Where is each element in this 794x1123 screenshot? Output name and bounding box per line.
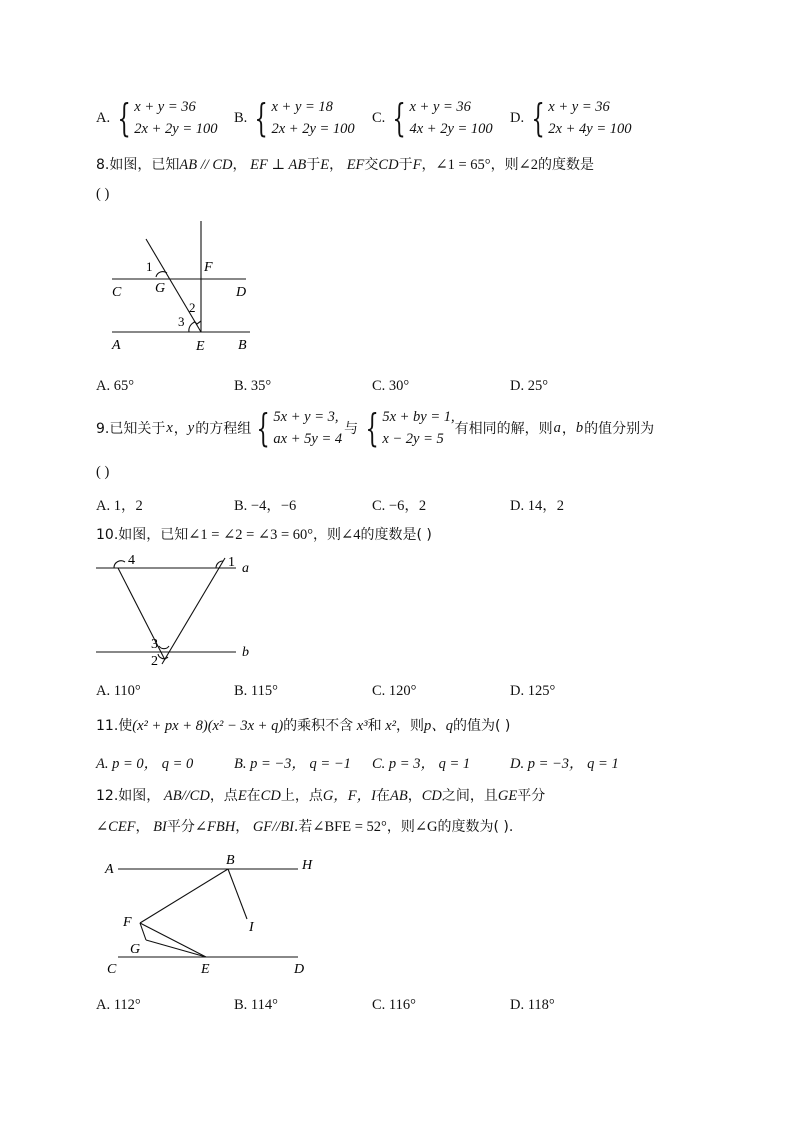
equation-2: 2x + 2y = 100 — [134, 121, 218, 137]
q12-option-b: B. 114° — [234, 997, 278, 1013]
q12-option-a: A. 112° — [96, 997, 141, 1013]
option-letter: C. — [372, 109, 386, 126]
left-brace-icon: { — [531, 96, 545, 140]
label-f: F — [123, 915, 132, 930]
left-brace-icon: { — [117, 96, 131, 140]
q10-option-b: B. 115° — [234, 683, 278, 699]
q9-option-b: B. −4，−6 — [234, 498, 297, 514]
label-b: B — [238, 338, 247, 353]
q10-figure — [92, 550, 272, 672]
label-4: 4 — [128, 553, 135, 568]
q11-option-c: C. p = 3， q = 1 — [372, 756, 471, 772]
q12-figure — [100, 848, 325, 983]
label-i: I — [249, 920, 254, 935]
q8-option-a: A. 65° — [96, 378, 135, 394]
q11-stem: 11.使(x² + px + 8)(x² − 3x + q)的乘积不含 x³和 x²，则p、q的值为( ) — [96, 718, 511, 734]
q8-option-c: C. 30° — [372, 378, 410, 394]
equation-2: 4x + 2y = 100 — [409, 121, 493, 137]
q8-option-b: B. 35° — [234, 378, 272, 394]
q9-system-1: 5x + y = 3, ax + 5y = 4 — [273, 409, 343, 447]
equation-1: x + y = 36 — [409, 99, 471, 115]
q9-stem: 9.已知关于 x ， y 的方程组 { 5x + y = 3, ax + 5y = 4 与 { 5x + by = 1, x − 2y = 5 有相同的解，则 a ， b 的值分别为 — [96, 406, 655, 450]
label-a: a — [242, 561, 249, 576]
equation-2: 2x + 2y = 100 — [271, 121, 355, 137]
q10-option-c: C. 120° — [372, 683, 417, 699]
option-letter: B. — [234, 109, 248, 126]
q12-option-d: D. 118° — [510, 997, 555, 1013]
q10-option-a: A. 110° — [96, 683, 141, 699]
label-3: 3 — [178, 314, 185, 329]
q11-option-b: B. p = −3， q = −1 — [234, 756, 351, 772]
option-letter: D. — [510, 109, 525, 126]
segment-ge — [146, 940, 206, 957]
q11-option-a: A. p = 0， q = 0 — [96, 756, 194, 772]
left-brace-icon: { — [365, 406, 379, 450]
label-b: b — [242, 645, 249, 660]
right-transversal — [162, 558, 225, 664]
label-g: G — [130, 942, 141, 957]
q7-option-b — [234, 96, 355, 140]
q8-option-d: D. 25° — [510, 378, 549, 394]
label-1: 1 — [228, 555, 235, 570]
angle-4-arc — [114, 561, 125, 568]
label-2: 2 — [189, 300, 196, 315]
option-letter: A. — [96, 109, 111, 126]
equation-1: x + y = 36 — [548, 99, 610, 115]
label-3: 3 — [151, 637, 158, 652]
label-f: F — [204, 260, 213, 275]
q7-option-c — [372, 96, 493, 140]
q7-option-d — [510, 96, 632, 140]
q8-figure — [100, 215, 270, 360]
label-g: G — [155, 281, 166, 296]
segment-bi — [228, 869, 247, 919]
q9-answer-paren: ( ) — [96, 464, 110, 480]
q12-stem-line-2: ∠CEF， BI平分∠FBH， GF//BI.若∠BFE = 52°，则∠G的度数为( ). — [96, 819, 514, 835]
segment-fe — [140, 923, 206, 957]
q12-stem-line-1: 12.如图， AB//CD，点E在CD上，点G，F，I在AB，CD之间，且GE平分 — [96, 788, 546, 804]
label-e: E — [201, 962, 210, 977]
left-brace-icon: { — [256, 406, 270, 450]
equation-1: x + y = 18 — [271, 99, 333, 115]
segment-bf — [140, 869, 228, 923]
q9-option-d: D. 14，2 — [510, 498, 564, 514]
angle-1-arc — [156, 272, 167, 277]
angle-3-arc — [189, 322, 195, 332]
label-1: 1 — [146, 259, 153, 274]
left-brace-icon: { — [392, 96, 407, 140]
label-c: C — [112, 285, 122, 300]
q10-option-d: D. 125° — [510, 683, 556, 699]
q7-option-a — [96, 96, 218, 140]
label-e: E — [196, 339, 205, 354]
q9-system-2: 5x + by = 1, x − 2y = 5 — [382, 409, 455, 447]
q8-stem: 8.如图，已知AB // CD， EF ⊥ AB于E， EF交CD于F，∠1 = 65°，则∠2的度数是 — [96, 157, 594, 173]
q12-option-c: C. 116° — [372, 997, 416, 1013]
label-d: D — [236, 285, 247, 300]
label-a: A — [112, 338, 121, 353]
label-d: D — [294, 962, 305, 977]
q9-option-a: A. 1，2 — [96, 498, 143, 514]
q10-stem: 10.如图，已知∠1 = ∠2 = ∠3 = 60°，则∠4的度数是( ) — [96, 527, 432, 543]
left-brace-icon: { — [254, 96, 269, 140]
equation-2: 2x + 4y = 100 — [548, 121, 632, 137]
label-a: A — [105, 862, 114, 877]
label-h: H — [302, 858, 313, 873]
q9-option-c: C. −6，2 — [372, 498, 427, 514]
angle-3-arc — [159, 646, 169, 649]
label-b: B — [226, 853, 235, 868]
q11-option-d: D. p = −3， q = 1 — [510, 756, 619, 772]
equation-1: x + y = 36 — [134, 99, 196, 115]
q8-answer-paren: ( ) — [96, 186, 110, 202]
label-2: 2 — [151, 654, 158, 669]
label-c: C — [107, 962, 117, 977]
